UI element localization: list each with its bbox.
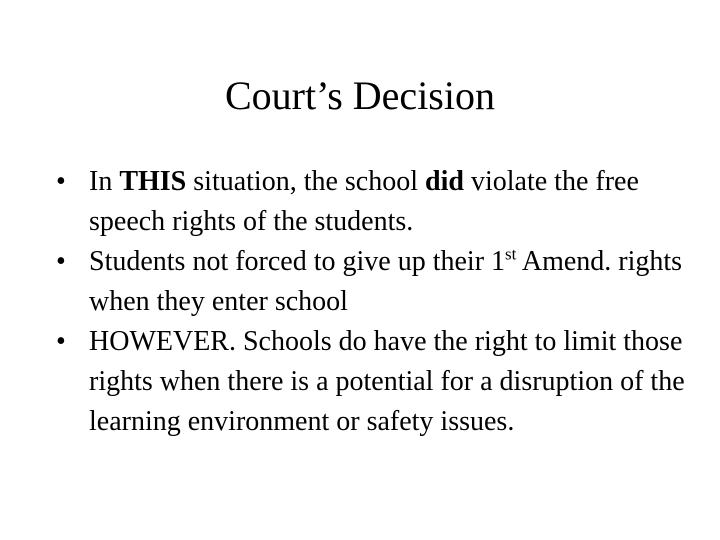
bullet-item-1 — [56, 162, 686, 242]
bullet-3-text: HOWEVER. Schools do have the right to limit those rights when there is a potential for a disruption of the learning environment or safety issues. — [89, 326, 685, 437]
bullet-dot-icon: • — [56, 166, 66, 197]
bullet-list — [56, 162, 686, 442]
bullet-2-text-b: Amend. rights when they enter school — [89, 246, 683, 317]
bullet-1-emphasis-this: THIS — [119, 166, 187, 197]
slide-title: Court’s Decision — [225, 73, 495, 118]
bullet-dot-icon: • — [56, 326, 66, 357]
bullet-1-text-c: violate the free speech rights of the students. — [89, 166, 639, 237]
bullet-1-text-b: situation, the school — [186, 166, 426, 197]
bullet-item-2 — [56, 242, 686, 322]
bullet-2-superscript: st — [505, 244, 517, 264]
bullet-2-text-a: Students not forced to give up their 1 — [89, 246, 506, 277]
bullet-item-3 — [56, 322, 686, 442]
bullet-1-emphasis-did: did — [425, 166, 464, 197]
bullet-1-text-a: In — [89, 166, 120, 197]
bullet-dot-icon: • — [56, 246, 66, 277]
